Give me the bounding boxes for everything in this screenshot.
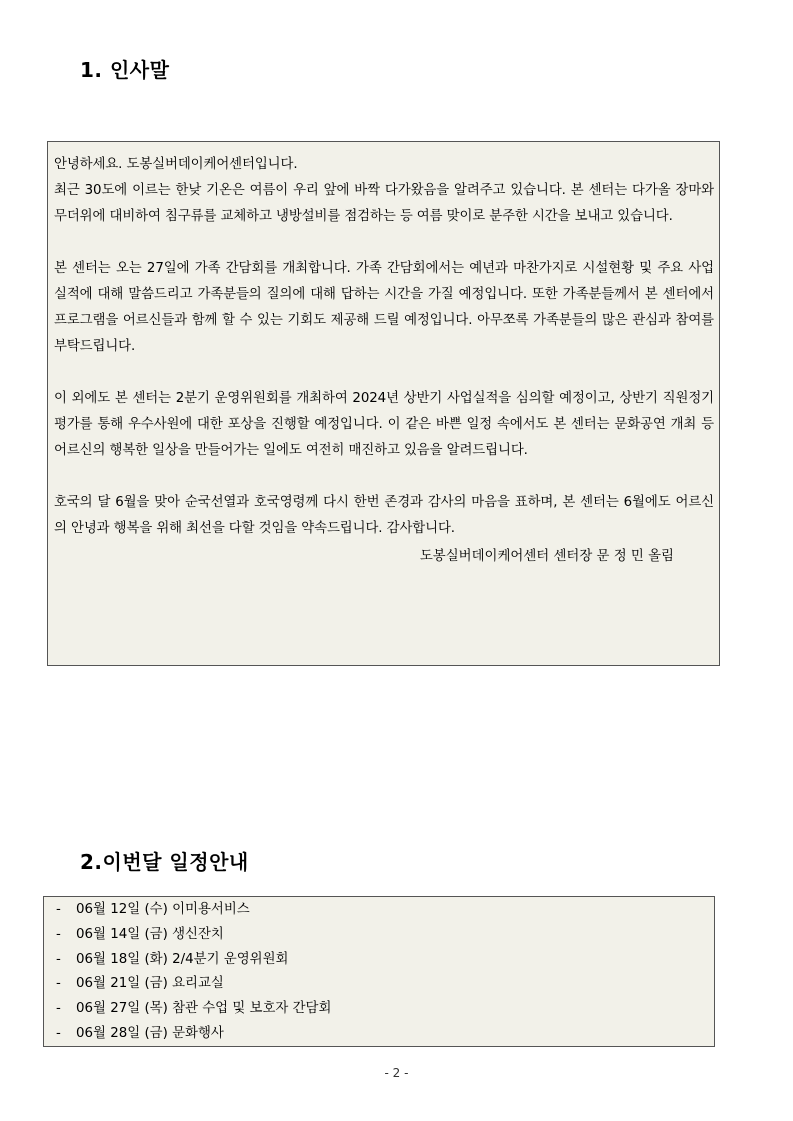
schedule-item xyxy=(56,898,714,923)
schedule-item-text: 06월 14일 (금) 생신잔치 xyxy=(76,926,224,942)
schedule-item xyxy=(56,972,714,997)
schedule-item xyxy=(56,997,714,1022)
section-title-schedule: 2.이번달 일정안내 xyxy=(80,850,249,874)
greeting-box xyxy=(47,141,720,666)
schedule-item-text: 06월 12일 (수) 이미용서비스 xyxy=(76,902,250,917)
bullet-dash: - xyxy=(56,926,61,942)
schedule-item xyxy=(56,948,714,973)
greeting-paragraph-4: 호국의 달 6월을 맞아 순국선열과 호국영령께 다시 한번 존경과 감사의 마음을 표하며, 본 센터는 6월에도 어르신의 안녕과 행복을 위해 최선을 다할 것임을 약속드립니다. 감사합니다. xyxy=(54,495,714,536)
schedule-item xyxy=(56,1022,714,1047)
greeting-paragraph-1: 안녕하세요. 도봉실버데이케어센터입니다. 최근 30도에 이르는 한낮 기온은 여름이 우리 앞에 바짝 다가왔음을 알려주고 있습니다. 본 센터는 다가올 장마와 무더위에 대비하여 침구류를 교체하고 냉방설비를 점검하는 등 여름 맞이로 분주한 시간을 보내고 있습니다. xyxy=(54,157,714,224)
bullet-dash: - xyxy=(56,1025,61,1041)
bullet-dash: - xyxy=(56,976,61,992)
bullet-dash: - xyxy=(56,951,61,967)
bullet-dash: - xyxy=(56,902,61,917)
schedule-item-text: 06월 27일 (목) 참관 수업 및 보호자 간담회 xyxy=(76,1001,332,1017)
page-number: - 2 - xyxy=(384,1066,409,1080)
section-title-greeting: 1. 인사말 xyxy=(80,58,170,82)
bullet-dash: - xyxy=(56,1001,61,1017)
greeting-paragraph-2: 본 센터는 오는 27일에 가족 간담회를 개최합니다. 가족 간담회에서는 예년과 마찬가지로 시설현황 및 주요 사업 실적에 대해 말씀드리고 가족분들의 질의에 대해 답하는 시간을 가질 예정입니다. 또한 가족분들께서 본 센터에서 프로그램을 어르신들과 함께 할 수 있는 기회도 제공해 드릴 예정입니다. 아무쪼록 가족분들의 많은 관심과 참여를 부탁드립니다. xyxy=(54,261,714,354)
schedule-item-text: 06월 28일 (금) 문화행사 xyxy=(76,1025,224,1041)
schedule-item xyxy=(56,923,714,948)
schedule-item-text: 06월 18일 (화) 2/4분기 운영위원회 xyxy=(76,951,289,967)
schedule-item-text: 06월 21일 (금) 요리교실 xyxy=(76,976,224,992)
signature: 도봉실버데이케어센터 센터장 문 정 민 올림 xyxy=(419,549,674,564)
schedule-box xyxy=(43,896,715,1047)
greeting-paragraph-3: 이 외에도 본 센터는 2분기 운영위원회를 개최하여 2024년 상반기 사업실적을 심의할 예정이고, 상반기 직원정기평가를 통해 우수사원에 대한 포상을 진행할 예정입니다. 이 같은 바쁜 일정 속에서도 본 센터는 문화공연 개최 등 어르신의 행복한 일상을 만들어가는 일에도 여전히 매진하고 있음을 알려드립니다. xyxy=(54,391,714,458)
